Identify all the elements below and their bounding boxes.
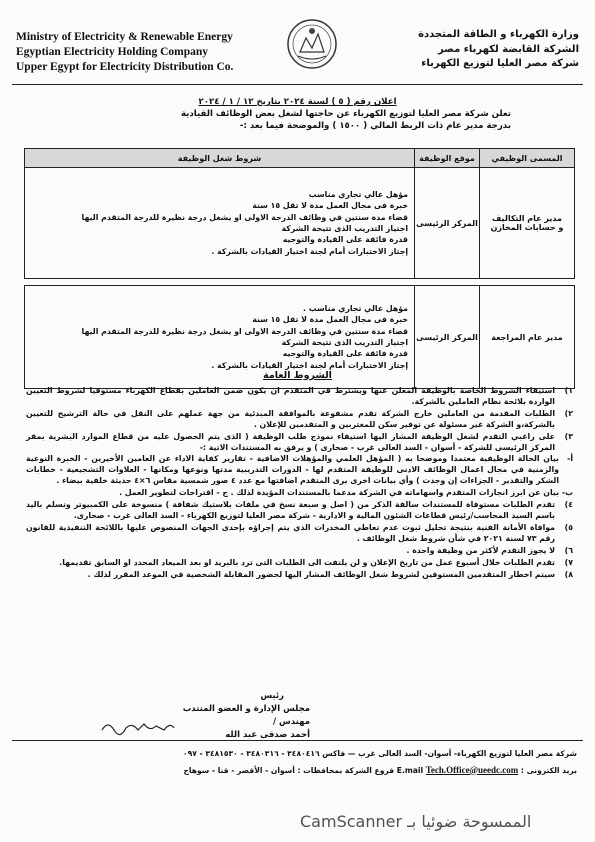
holding-company-ar: الشركة القابضة لكهرباء مصر	[438, 43, 579, 55]
footer-branches: فروع الشركة بمحافظات : أسوان - الأقصر - قنا - سوهاج	[183, 765, 395, 775]
job-title-line: و حسابات المخازن	[490, 223, 564, 232]
distribution-company-en: Upper Egypt for Electricity Distribution Co.	[16, 61, 234, 73]
announcement-number: اعلان رقم ( ٥ ) لسنة ٢٠٢٤ بتاريخ ١٢ / ١ / ٢٠٢٤	[198, 97, 397, 107]
condition-item-text: تقدم الطلبات خلال أسبوع عمل من تاريخ الإعلان و لن يلتفت الى الطلبات التى ترد بالبريد او بعد الميعاد المحدد او السابق تقديمها.	[59, 557, 555, 567]
footer-email-link[interactable]: Tech.Office@ueedc.com	[425, 764, 519, 775]
signatory-name: أحمد صدقى عبد الله	[225, 730, 310, 740]
condition-item-number: ٨)	[564, 569, 573, 579]
condition-line: اجتياز التدريب الذى تتيحة الشركة	[281, 338, 408, 347]
footer-divider	[12, 740, 583, 741]
condition-line: قدرة فائقة على القيادة والتوجيه	[282, 235, 408, 245]
condition-item-number: ٧)	[564, 557, 573, 567]
job-location-cell: المركز الرئيسى	[415, 286, 480, 389]
condition-item	[26, 409, 573, 431]
announcement-line-3: بدرجة مدير عام ذات الربط المالي ( ١٥٠٠ ) والموضحة فيما بعد :-	[239, 121, 511, 131]
condition-item-number: ٢)	[564, 408, 573, 418]
holding-company-en: Egyptian Electricity Holding Company	[16, 46, 208, 58]
condition-item-number: ١)	[564, 386, 573, 395]
signature-title-2: مجلس الإدارة و العضو المنتدب	[182, 704, 310, 714]
announcement-line-2: تعلن شركة مصر العليا لتوزيع الكهرباء عن حاجتها لشغل بعض الوظائف القيادية	[180, 109, 511, 119]
job-conditions-cell	[25, 168, 415, 279]
condition-item-number: ٥)	[564, 522, 573, 532]
signature-title-3: مهندس /	[272, 717, 310, 727]
general-conditions-list	[26, 386, 573, 581]
footer-address: شركة مصر العليا لتوزيع الكهرباء- أسوان- السد العالى غرب	[358, 749, 577, 758]
condition-item	[26, 500, 573, 522]
footer-email-line	[18, 764, 577, 778]
condition-item	[26, 570, 573, 581]
condition-item	[26, 386, 573, 408]
general-conditions-title: الشروط العامة	[263, 370, 332, 381]
header-divider	[12, 84, 583, 85]
condition-item	[26, 523, 573, 545]
announcement-intro	[24, 96, 571, 132]
footer-email-label: بريد الكترونى : E.mail	[396, 765, 577, 775]
condition-item	[26, 432, 573, 454]
condition-line: قدرة فائقة على القيادة والتوجيه	[282, 349, 408, 359]
condition-line: إجتاز الاختبارات أمام لجنة اختيار القيادات بالشركة .	[211, 360, 408, 370]
job-location-cell: المركز الرئيسى	[415, 168, 480, 279]
condition-item-number: ٦)	[564, 545, 573, 555]
condition-item	[26, 454, 573, 487]
header-arabic	[379, 28, 579, 72]
job-title-cell	[480, 168, 575, 279]
header-english	[16, 30, 266, 75]
condition-item	[26, 488, 573, 499]
condition-item-text: استيفاء الشروط الخاصة بالوظيفة المعلن عنها ويشترط في المتقدم ان يكون ضمن العاملين بقطاع الكهرباء مستوفيا لشروط التعيين الواردة بلائحة نظام العاملين بالشركة.	[26, 386, 555, 406]
condition-item-text: على راغبي التقدم لشغل الوظيفة المشار اليها استيفاء نموذج طلب الوظيفة ( الذى يتم الحصول عليه من قطاع الموارد البشرية بمقر المركز الرئيسى للشركة - أسوان - السد العالى غرب - صحارى ) و يرفق به المستندات الاتية :-	[26, 431, 555, 452]
scan-watermark: الممسوحة ضوئيا بـ CamScanner	[300, 812, 532, 831]
table-spacer	[25, 279, 575, 286]
condition-item-text: بيان عن ابرز انجازات المتقدم واسهاماته في الشركة مدعما بالمستندات المؤيدة لذلك . ج - اقتراحات لتطوير العمل .	[119, 488, 559, 498]
condition-item	[26, 558, 573, 569]
condition-line: اجتياز التدريب الذى تتيحة الشركة	[281, 224, 408, 233]
ministry-name-ar: وزارة الكهرباء و الطاقة المتجددة	[418, 29, 579, 40]
condition-item-text: الطلبات المقدمة من العاملين خارج الشركة تقدم مشفوعة بالموافقة المبدئية من جهة عملهم على النقل في حالة الترشيح للتعيين بالشركة،و الشركة غير مسئولة عن توفير سكن للمغتربين و المتقدمين للإعلان .	[26, 408, 555, 429]
ministry-name-en: Ministry of Electricity & Renewable Energy	[16, 31, 233, 43]
condition-line: مؤهل عالي تجاري مناسب	[308, 190, 408, 200]
condition-line: مؤهل عالي تجاري مناسب .	[303, 304, 408, 314]
condition-item-text: لا يجوز التقدم لأكثر من وظيفة واحدة .	[406, 545, 555, 555]
footer-contact-line: شركة مصر العليا لتوزيع الكهرباء- أسوان- السد العالى غرب — فاكس ٣٤٨٠٤١٦ - ٣٤٨٠٣١٦ - ٣٤٨١٥٣٠ - ٠٩٧	[183, 749, 577, 758]
header-job-conditions: شروط شغل الوظيفة	[25, 149, 415, 168]
footer-fax: فاكس ٣٤٨٠٤١٦ - ٣٤٨٠٣١٦ - ٣٤٨١٥٣٠ - ٠٩٧	[183, 749, 346, 758]
condition-item-text: بيان الحالة الوظيفية معتمدا وموضحا به ( المؤهل العلمي والمؤهلات الاضافية - تقارير كفاية الاداء عن العامين الأخيرين - الخبرة النوعية والزمنية في مجال اعمال الوظائف الادنى للوظيفة المتقدم لها - الدورات التدريبية مدتها ونوعها ومكانها - العلاوات التشجيعية - خطابات الشكر والتقدير - الجزاءات إن وجدت ) وأي بيانات اخرى يرى المتقدم اضافتها مع عدد ٤ صور شمسية مقاس ٦×٤ حديثة خلفية بيضاء .	[26, 454, 559, 486]
job-title-line: مدير عام المراجعة	[491, 332, 563, 342]
jobs-table	[24, 148, 575, 389]
condition-item-text: تقدم الطلبات مستوفاة للمستندات سالفة الذكر من ( اصل و سبعة نسخ في ملفات بلاستيك شفافة ) منسوخة على الكمبيوتر وتسلم باليد باسم السيد المحاسب/رئيس قطاعات الشئون المالية و الادارية - شركة مصر العليا لتوزيع الكهرباء - السد العالى غرب - صحارى.	[26, 500, 555, 520]
condition-item	[26, 546, 573, 557]
job-title-line: مدير عام التكاليف	[492, 214, 562, 223]
handwritten-signature-icon	[98, 716, 178, 738]
condition-item-number: ب-	[561, 488, 573, 498]
condition-line: خبرة فى مجال العمل مدة لا تقل ١٥ سنة	[252, 201, 408, 211]
condition-item-text: موافاة الأمانة الفنية بنتيجة تحليل ثبوت عدم تعاطي المخدرات الذي يتم إجراؤه بإحدى الجهات المنصوص عليها باللائحة التنفيذية للقانون رقم ٧٣ لسنة ٢٠٢١ في شأن شروط شغل الوظائف .	[26, 522, 555, 543]
table-header-row	[25, 149, 575, 168]
signature-title-1: رئيس	[260, 691, 284, 701]
table-row	[25, 168, 575, 279]
condition-item-text: سيتم اخطار المتقدمين المستوفين لشروط شغل الوظائف المشار اليها لحضور المقابلة الشخصية في الموعد المقرر لذلك .	[87, 569, 555, 579]
condition-item-number: ٣)	[564, 431, 573, 441]
footer	[18, 748, 577, 777]
company-seal-icon	[286, 18, 338, 70]
condition-item-number: أ-	[567, 454, 573, 464]
condition-line: قضاء مدة سنتين في وظائف الدرجة الاولى او يشغل درجة نظيرة للدرجة المتقدم اليها	[81, 326, 408, 336]
condition-line: قضاء مدة سنتين في وظائف الدرجة الاولى او يشغل درجة نظيرة للدرجة المتقدم اليها	[81, 212, 408, 222]
header-job-title: المسمى الوظيفي	[480, 149, 575, 168]
condition-line: إجتاز الاختبارات أمام لجنة اختيار القيادات بالشركة .	[211, 246, 408, 256]
distribution-company-ar: شركة مصر العليا لتوزيع الكهرباء	[421, 58, 579, 69]
condition-item-number: ٤)	[564, 500, 573, 510]
header-job-location: موقع الوظيفة	[415, 149, 480, 168]
condition-line: خبرة فى مجال العمل مدة لا تقل ١٥ سنة	[252, 315, 408, 325]
